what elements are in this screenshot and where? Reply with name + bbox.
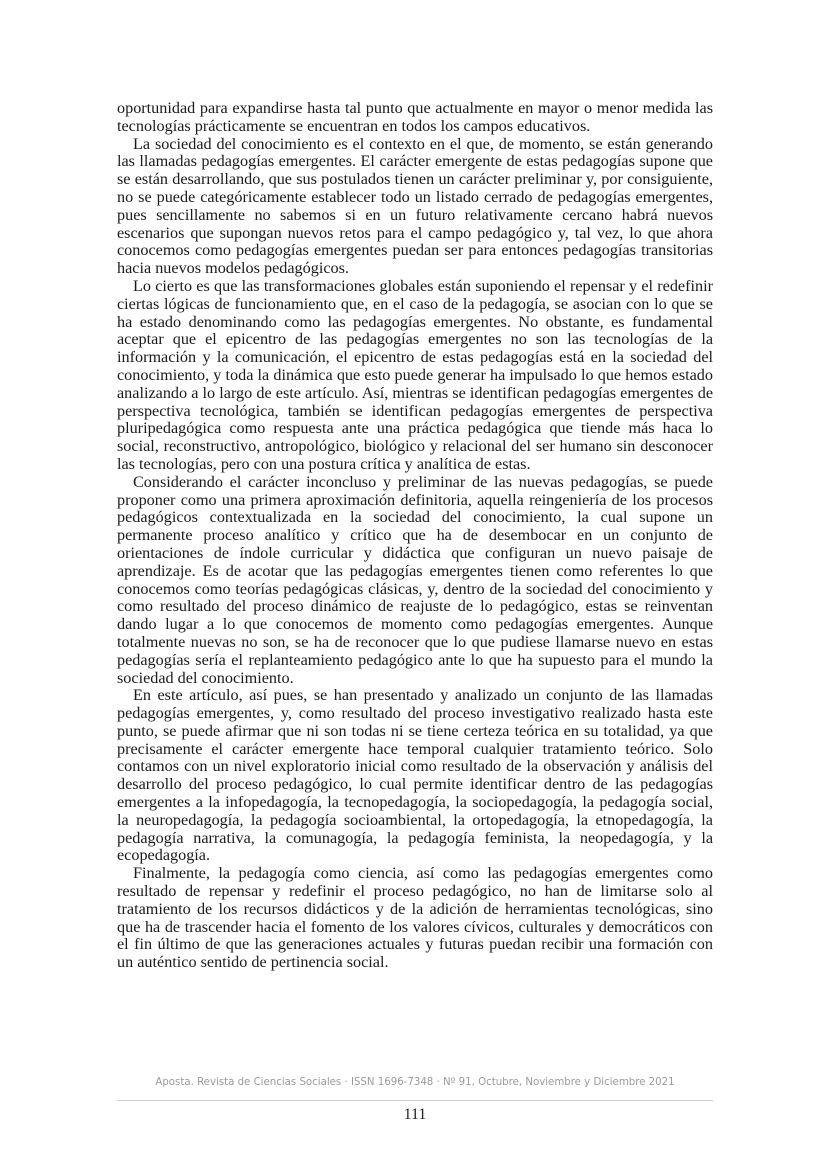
paragraph: Considerando el carácter inconcluso y preliminar de las nuevas pedagogías, se puede proponer como una primera aproximación definitoria, aquella reingeniería de los procesos pedagógicos contextualizada en la sociedad del conocimiento, la cual supone un permanente proceso analítico y crítico que ha de desembocar en un conjunto de orientaciones de índole curricular y didáctica que configuran un nuevo paisaje de aprendizaje. Es de acotar que las pedagogías emergentes tienen como referentes lo que conocemos como teorías pedagógicas clásicas, y, dentro de la sociedad del conocimiento y como resultado del proceso dinámico de reajuste de lo pedagógico, estas se reinventan dando lugar a lo que conocemos de momento como pedagogías emergentes. Aunque totalmente nuevas no son, se ha de reconocer que lo que pudiese llamarse nuevo en estas pedagogías sería el replanteamiento pedagógico ante lo que ha supuesto para el mundo la sociedad del conocimiento. <box>117 472 713 687</box>
paragraph: Finalmente, la pedagogía como ciencia, así como las pedagogías emergentes como resultado de repensar y redefinir el proceso pedagógico, no han de limitarse solo al tratamiento de los recursos didácticos y de la adición de herramientas tecnológicas, sino que ha de trascender hacia el fomento de los valores cívicos, culturales y democráticos con el fin último de que las generaciones actuales y futuras puedan recibir una formación con un auténtico sentido de pertinencia social. <box>117 864 713 972</box>
body-text <box>117 100 713 972</box>
paragraph: En este artículo, así pues, se han presentado y analizado un conjunto de las llamadas pedagogías emergentes, y, como resultado del proceso investigativo realizado hasta este punto, se puede afirmar que ni son todas ni se tiene certeza teórica en su totalidad, ya que precisamente el carácter emergente hace temporal cualquier tratamiento teórico. Solo contamos con un nivel exploratorio inicial como resultado de la observación y análisis del desarrollo del proceso pedagógico, lo cual permite identificar dentro de las pedagogías emergentes a la infopedagogía, la tecnopedagogía, la sociopedagogía, la pedagogía social, la neuropedagogía, la pedagogía socioambiental, la ortopedagogía, la etnopedagogía, la pedagogía narrativa, la comunagogía, la pedagogía feminista, la neopedagogía, y la ecopedagogía. <box>117 686 713 865</box>
journal-footer: Aposta. Revista de Ciencias Sociales · ISSN 1696-7348 · Nº 91, Octubre, Noviembre y Diciembre 2021 <box>155 1077 675 1088</box>
paragraph: Lo cierto es que las transformaciones globales están suponiendo el repensar y el redefinir ciertas lógicas de funcionamiento que, en el caso de la pedagogía, se asocian con lo que se ha estado denominando como las pedagogías emergentes. No obstante, es fundamental aceptar que el epicentro de las pedagogías emergentes no son las tecnologías de la información y la comunicación, el epicentro de estas pedagogías está en la sociedad del conocimiento, y toda la dinámica que esto puede generar ha impulsado lo que hemos estado analizando a lo largo de este artículo. Así, mientras se identifican pedagogías emergentes de perspectiva tecnológica, también se identifican pedagogías emergentes de perspectiva pluripedagógica como respuesta ante una práctica pedagógica que tiende más haca lo social, reconstructivo, antropológico, biológico y relacional del ser humano sin desconocer las tecnologías, pero con una postura crítica y analítica de estas. <box>117 276 713 473</box>
paragraph: oportunidad para expandirse hasta tal punto que actualmente en mayor o menor medida las tecnologías prácticamente se encuentran en todos los campos educativos. <box>117 99 713 135</box>
footer-divider <box>117 1100 713 1101</box>
paragraph: La sociedad del conocimiento es el contexto en el que, de momento, se están generando las llamadas pedagogías emergentes. El carácter emergente de estas pedagogías supone que se están desarrollando, que sus postulados tienen un carácter preliminar y, por consiguiente, no se puede categóricamente establecer todo un listado cerrado de pedagogías emergentes, pues sencillamente no sabemos si en un futuro relativamente cercano habrá nuevos escenarios que supongan nuevos retos para el campo pedagógico y, tal vez, lo que ahora conocemos como pedagogías emergentes puedan ser para entonces pedagogías transitorias hacia nuevos modelos pedagógicos. <box>117 134 713 278</box>
page-number: 111 <box>403 1106 427 1123</box>
